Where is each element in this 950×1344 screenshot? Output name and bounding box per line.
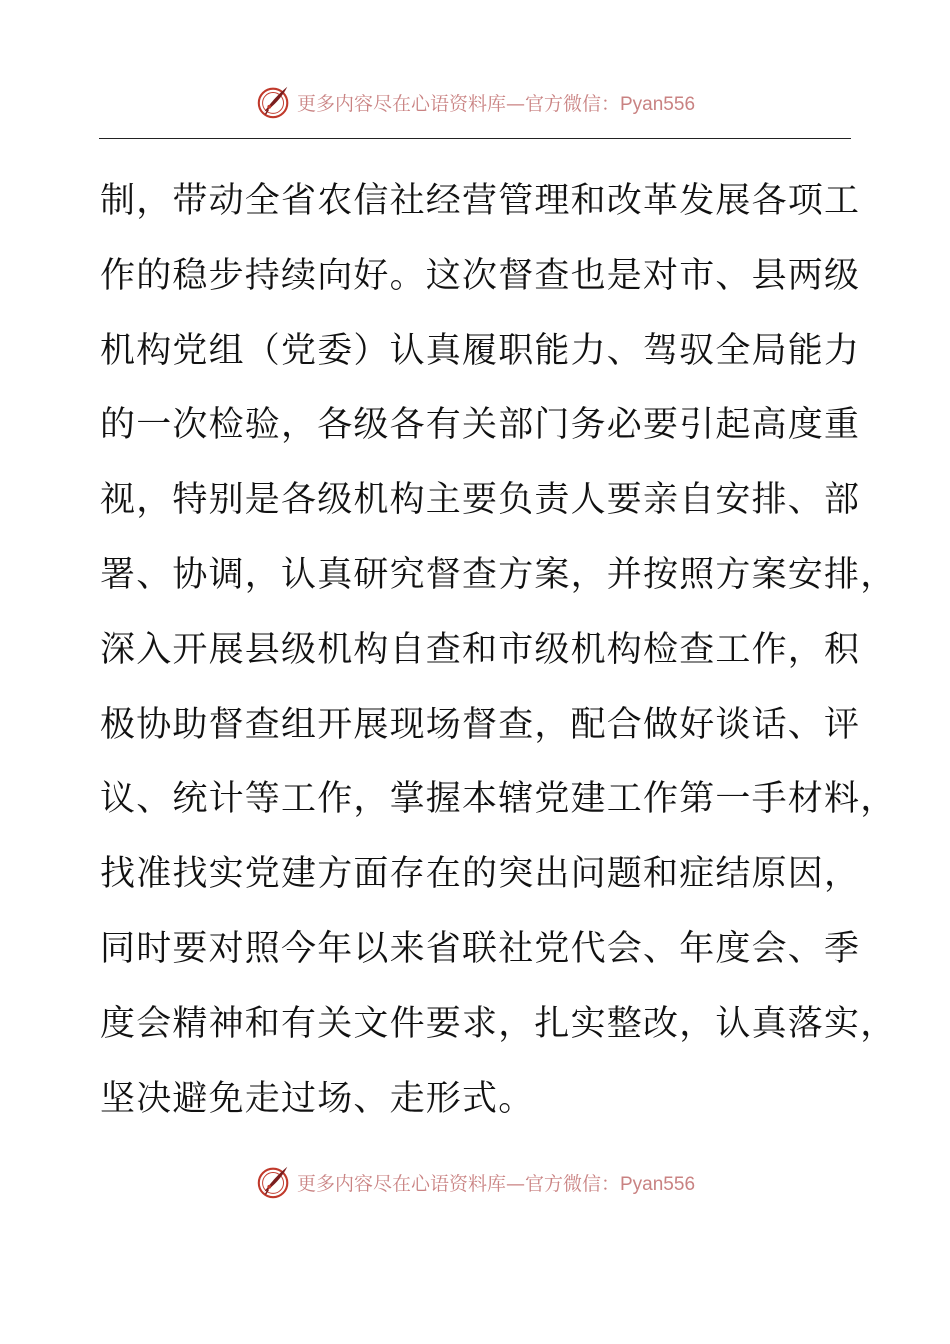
body-line: 坚决避免走过场、走形式。 bbox=[100, 1078, 535, 1119]
quill-seal-icon bbox=[255, 83, 293, 121]
body-line: 深入开展县级机构自查和市级机构检查工作，积 bbox=[100, 629, 861, 670]
body-line: 极协助督查组开展现场督查，配合做好谈话、评 bbox=[100, 704, 861, 745]
body-line: 同时要对照今年以来省联社党代会、年度会、季 bbox=[100, 928, 861, 969]
body-line: 度会精神和有关文件要求，扎实整改，认真落实， bbox=[100, 1003, 897, 1044]
header-divider bbox=[99, 138, 851, 139]
quill-seal-icon bbox=[255, 1163, 293, 1201]
banner-wechat-text: 官方微信：Pyan556 bbox=[525, 93, 696, 115]
body-line: 的一次检验，各级各有关部门务必要引起高度重 bbox=[100, 405, 861, 446]
banner-site-text: 更多内容尽在心语资料库— bbox=[296, 92, 525, 115]
footer-site-text: 更多内容尽在心语资料库— bbox=[296, 1172, 525, 1195]
footer-banner bbox=[0, 1162, 950, 1202]
header-banner bbox=[0, 82, 950, 122]
body-line: 署、协调，认真研究督查方案，并按照方案安排， bbox=[100, 554, 897, 595]
body-line: 找准找实党建方面存在的突出问题和症结原因， bbox=[100, 854, 861, 895]
body-line: 视，特别是各级机构主要负责人要亲自安排、部 bbox=[100, 480, 861, 521]
document-body bbox=[100, 164, 897, 1136]
body-line: 制，带动全省农信社经营管理和改革发展各项工 bbox=[100, 181, 861, 221]
body-line: 作的稳步持续向好。这次督查也是对市、县两级 bbox=[100, 255, 861, 296]
body-line: 机构党组（党委）认真履职能力、驾驭全局能力 bbox=[100, 330, 861, 371]
body-line: 议、统计等工作，掌握本辖党建工作第一手材料， bbox=[100, 779, 897, 820]
footer-wechat-text: 官方微信：Pyan556 bbox=[525, 1173, 696, 1195]
